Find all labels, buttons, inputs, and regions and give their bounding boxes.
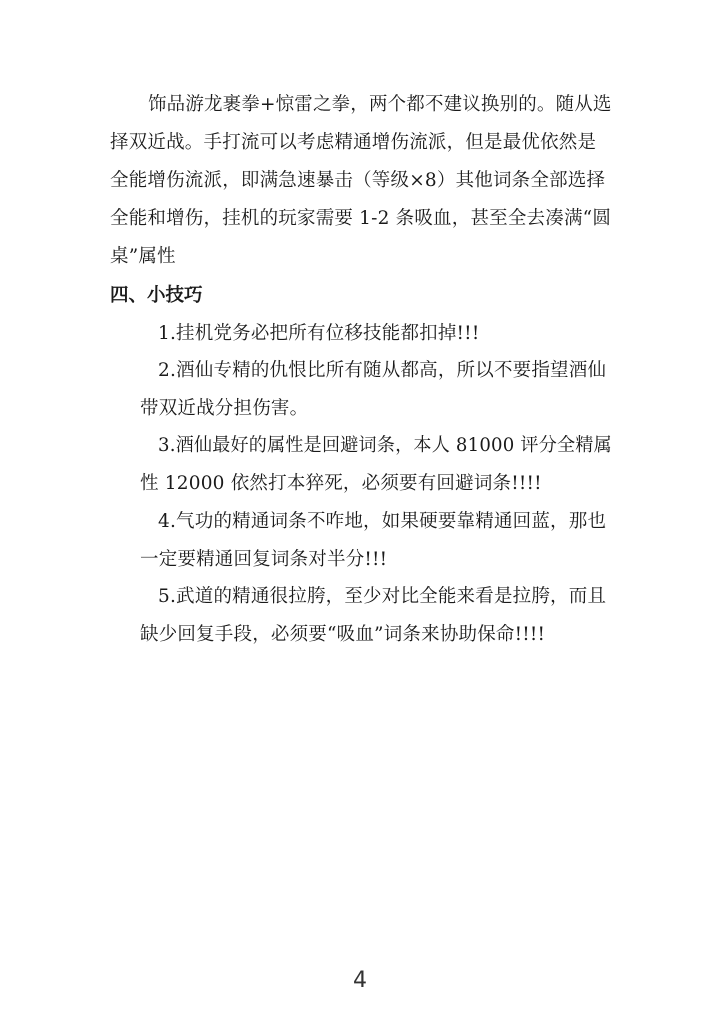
tip-line: 3.酒仙最好的属性是回避词条，本人 81000 评分全精属	[158, 435, 612, 456]
paragraph-line: 饰品游龙裹拳+惊雷之拳，两个都不建议换别的。随从选	[148, 94, 612, 115]
tip-line: 缺少回复手段，必须要“吸血”词条来协助保命!!!!	[140, 624, 546, 645]
paragraph-line: 全能增伤流派，即满急速暴击（等级×8）其他词条全部选择	[110, 170, 606, 191]
tip-line: 性 12000 依然打本猝死，必须要有回避词条!!!!	[140, 473, 542, 494]
tip-line: 一定要精通回复词条对半分!!!	[140, 549, 388, 570]
tip-line: 4.气功的精通词条不咋地，如果硬要靠精通回蓝，那也	[158, 511, 607, 532]
paragraph-line: 桌”属性	[110, 246, 176, 267]
section-heading: 四、小技巧	[110, 285, 203, 306]
tip-line: 5.武道的精通很拉胯，至少对比全能来看是拉胯，而且	[158, 586, 607, 607]
page-number: 4	[353, 968, 367, 993]
tip-line: 2.酒仙专精的仇恨比所有随从都高，所以不要指望酒仙	[158, 360, 607, 381]
tip-line: 带双近战分担伤害。	[140, 398, 309, 419]
paragraph-line: 全能和增伤，挂机的玩家需要 1-2 条吸血，甚至全去凑满“圆	[110, 208, 612, 229]
tip-line: 1.挂机党务必把所有位移技能都扣掉!!!	[158, 323, 480, 344]
paragraph-line: 择双近战。手打流可以考虑精通增伤流派，但是最优依然是	[110, 132, 597, 153]
